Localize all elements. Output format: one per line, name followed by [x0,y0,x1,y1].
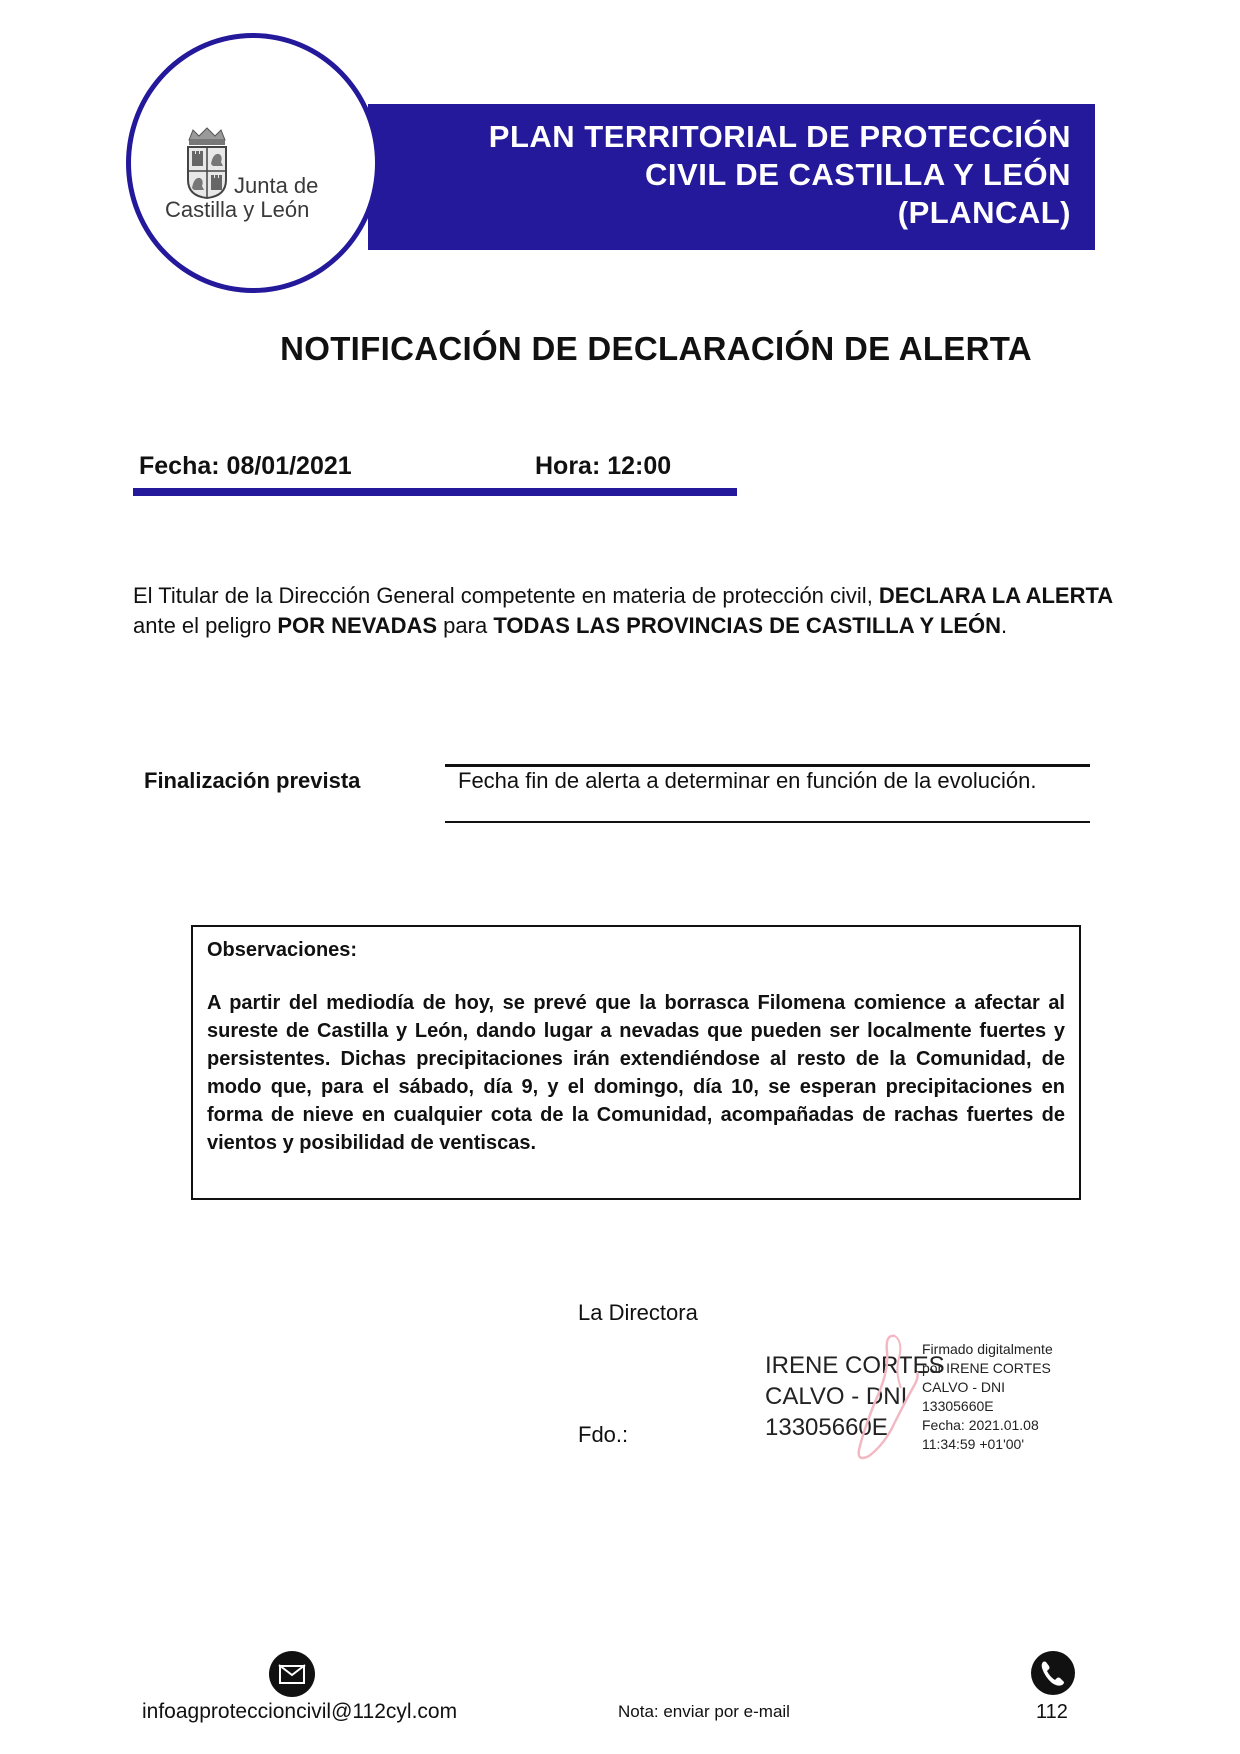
logo-circle [126,33,380,293]
time-label: Hora: [535,452,601,480]
finalization-bottom-rule [445,821,1090,823]
date-field [139,452,352,481]
finalization-label: Finalización prevista [144,768,361,793]
junta-logo-text [165,174,350,222]
emergency-phone[interactable]: 112 [1036,1701,1068,1723]
plan-title [451,118,1071,232]
declaration-text-2: ante el peligro [133,613,278,638]
declaration-emphasis-alert: DECLARA LA ALERTA [878,583,1114,608]
header-band [368,104,1095,250]
declaration-text-4: . [1001,613,1008,638]
envelope-icon [268,1650,316,1698]
date-value: 08/01/2021 [226,452,352,480]
signer-role: La Directora [578,1300,698,1325]
signer-name-line-1: IRENE CORTES [765,1352,945,1379]
digital-sig-line-3: CALVO - DNI [922,1379,1005,1395]
time-field [535,452,671,481]
digital-signature-block [922,1340,1053,1454]
signer-name-line-3: 13305660E [765,1414,888,1441]
observations-title: Observaciones: [207,939,358,961]
declaration-paragraph [133,581,1138,641]
signed-by-label: Fdo.: [578,1422,629,1447]
declaration-text-1: El Titular de la Dirección General competente en materia de protección civil, [133,583,879,608]
digital-sig-line-4: 13305660E [922,1398,994,1414]
plan-title-line-2: CIVIL DE CASTILLA Y LEÓN [645,157,1071,192]
finalization-top-rule [445,764,1090,767]
date-underline [133,488,737,496]
declaration-emphasis-hazard: POR NEVADAS [277,613,438,638]
footer-note: Nota: enviar por e-mail [618,1702,790,1721]
digital-sig-line-2: por IRENE CORTES [922,1360,1051,1376]
declaration-text-3: para [437,613,494,638]
phone-icon [1030,1650,1076,1696]
signer-name-line-2: CALVO - DNI [765,1383,908,1410]
logo-line-2: Castilla y León [165,197,310,222]
plan-title-line-1: PLAN TERRITORIAL DE PROTECCIÓN [488,119,1071,154]
observations-box [191,925,1081,1200]
plan-title-line-3: (PLANCAL) [897,195,1071,230]
time-value: 12:00 [607,452,672,480]
digital-sig-line-1: Firmado digitalmente [922,1341,1053,1357]
signature-flourish-icon [855,1332,925,1464]
logo-line-1: Junta de [234,173,319,198]
digital-sig-line-5: Fecha: 2021.01.08 [922,1417,1039,1433]
observations-text: A partir del mediodía de hoy, se prevé que la borrasca Filomena comience a afectar al sureste de Castilla y León, dando lugar a nevadas que pueden ser localmente fuertes y persistentes. Dichas precipitaciones irán extendiéndose al resto de la Comunidad, de modo que, para el sábado, día 9, y el domingo, día 10, se esperan precipitaciones en forma de nieve en cualquier cota de la Comunidad, acompañadas de rachas fuertes de vientos y posibilidad de ventiscas. [207,992,1065,1154]
finalization-value: Fecha fin de alerta a determinar en función de la evolución. [458,768,1037,793]
declaration-emphasis-scope: TODAS LAS PROVINCIAS DE CASTILLA Y LEÓN [493,613,1002,638]
contact-email[interactable]: infoagproteccioncivil@112cyl.com [142,1700,458,1723]
document-title: NOTIFICACIÓN DE DECLARACIÓN DE ALERTA [280,330,1032,367]
date-label: Fecha: [139,452,220,480]
digital-sig-line-6: 11:34:59 +01'00' [922,1436,1025,1452]
